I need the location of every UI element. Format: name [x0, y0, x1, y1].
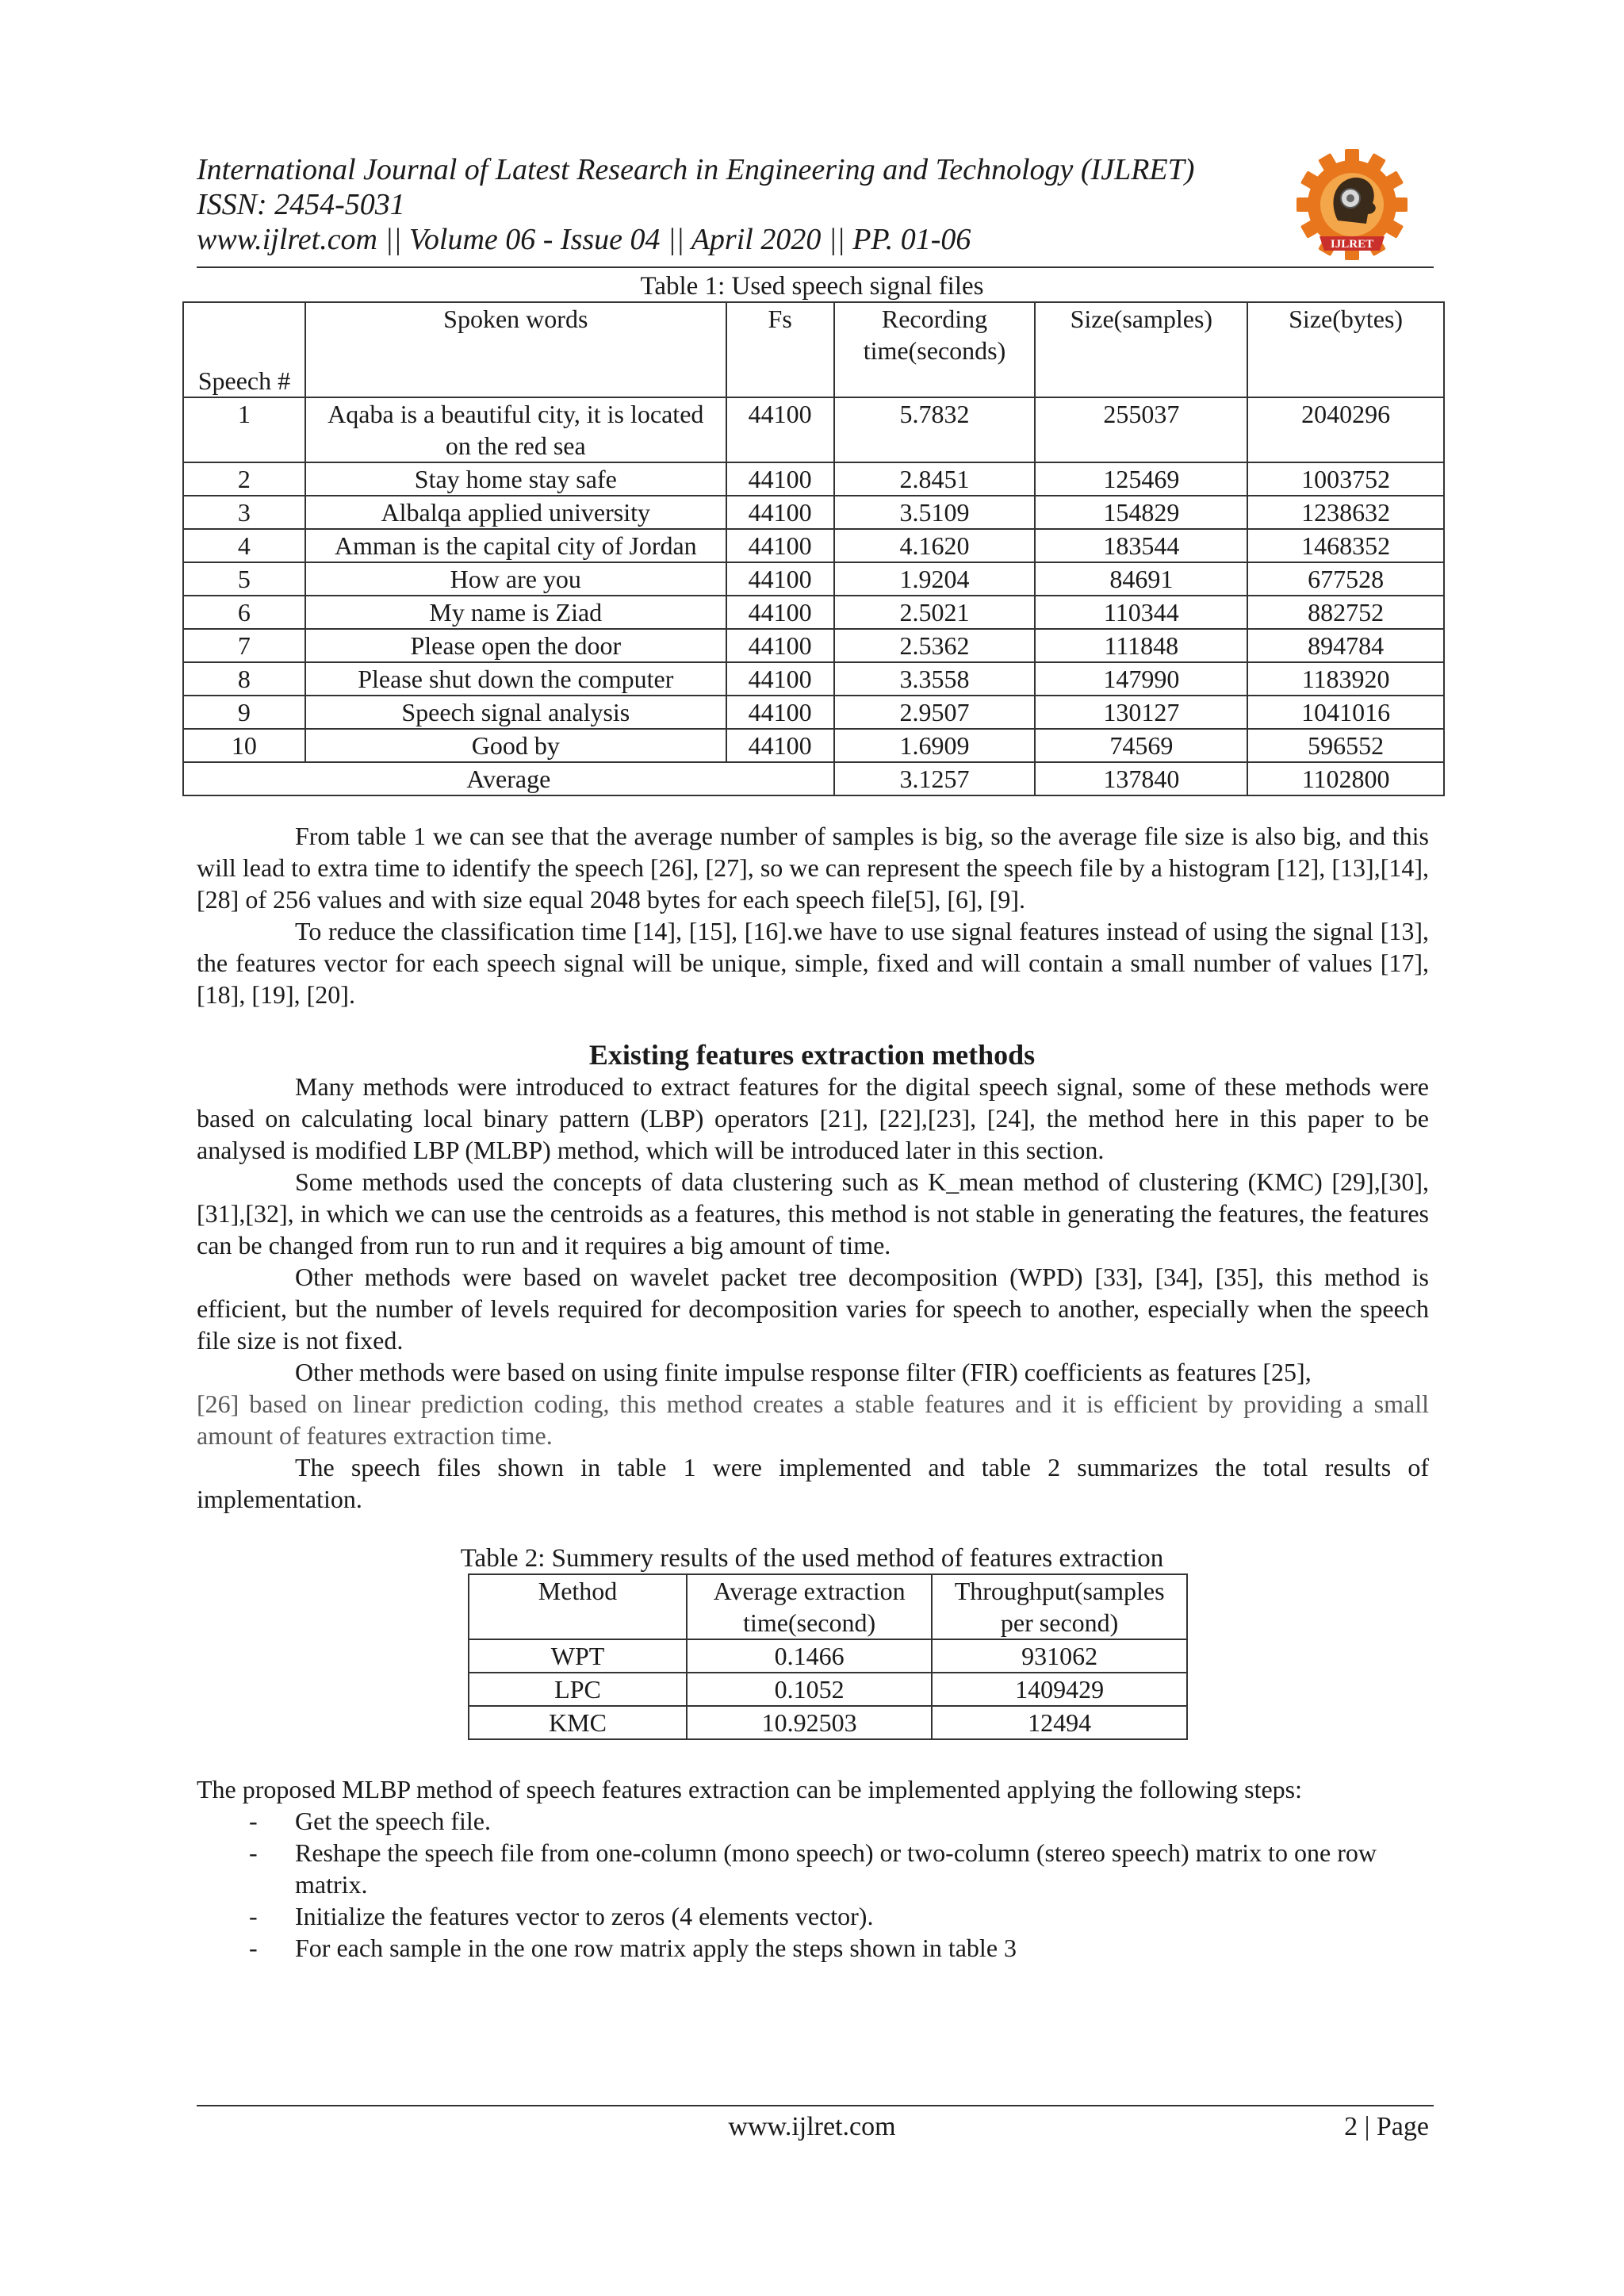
table-cell: 9	[183, 696, 305, 729]
paragraph: Many methods were introduced to extract features for the digital speech signal, some of these methods were based on calculating local binary pattern (LBP) operators [21], [22],[23], [24], the method here in this paper to be analysed is modified LBP (MLBP) method, which will be introduced later in this section.	[197, 1072, 1429, 1164]
list-item	[197, 1837, 1418, 1900]
page-number: 2 | Page	[1344, 2112, 1429, 2141]
table2-header-time: Average extraction time(second)	[687, 1574, 932, 1639]
table-cell: 44100	[726, 529, 834, 562]
table-cell: 44100	[726, 662, 834, 696]
table-cell: 2.9507	[834, 696, 1036, 729]
table-cell: 3.5109	[834, 496, 1036, 529]
table-row	[183, 562, 1444, 596]
table-cell: 2.8451	[834, 462, 1036, 496]
list-item-text: For each sample in the one row matrix apply the steps shown in table 3	[295, 1934, 1017, 1962]
steps-list	[197, 1805, 1418, 1964]
table1-caption: Table 1: Used speech signal files	[640, 272, 984, 301]
list-item-text: Initialize the features vector to zeros (4 elements vector).	[295, 1902, 874, 1930]
table1-header-samples: Size(samples)	[1035, 302, 1247, 397]
table-cell: 931062	[932, 1639, 1187, 1673]
table-cell: Stay home stay safe	[305, 462, 726, 496]
table-cell: 3	[183, 496, 305, 529]
table-cell: My name is Ziad	[305, 596, 726, 629]
table-row	[183, 629, 1444, 662]
table-cell: 4	[183, 529, 305, 562]
table-row	[183, 729, 1444, 762]
table-cell: 154829	[1035, 496, 1247, 529]
table-cell: 0.1052	[687, 1673, 932, 1706]
table1-average-row	[183, 762, 1444, 795]
table-cell: 2	[183, 462, 305, 496]
table-cell: 183544	[1035, 529, 1247, 562]
table-cell: WPT	[469, 1639, 687, 1673]
paragraph: Other methods were based on wavelet packet tree decomposition (WPD) [33], [34], [35], this method is efficient, but the number of levels required for decomposition varies for speech to another, especially when the speech file size is not fixed.	[197, 1263, 1429, 1355]
table-cell: 1003752	[1247, 462, 1444, 496]
table-cell: 1183920	[1247, 662, 1444, 696]
table-cell: Please open the door	[305, 629, 726, 662]
table-row	[183, 496, 1444, 529]
table-cell: 1468352	[1247, 529, 1444, 562]
table-cell: Please shut down the computer	[305, 662, 726, 696]
table-cell: 84691	[1035, 562, 1247, 596]
table-cell: 125469	[1035, 462, 1247, 496]
table-cell: 6	[183, 596, 305, 629]
table2-caption: Table 2: Summery results of the used method of features extraction	[460, 1544, 1164, 1573]
footer-url: www.ijlret.com	[728, 2112, 896, 2141]
table-cell: Aqaba is a beautiful city, it is located on the red sea	[305, 397, 726, 462]
list-bullet: -	[249, 1902, 258, 1930]
table-cell: 10.92503	[687, 1706, 932, 1739]
journal-issn: ISSN: 2454-5031	[197, 188, 405, 221]
table-row	[469, 1706, 1187, 1739]
table-cell: 894784	[1247, 629, 1444, 662]
list-bullet: -	[249, 1934, 258, 1962]
table1-header-words: Spoken words	[305, 302, 726, 397]
header-rule	[197, 266, 1434, 268]
table-cell: 1102800	[1247, 762, 1444, 795]
table-row	[183, 397, 1444, 462]
table-cell: 74569	[1035, 729, 1247, 762]
list-item-text: Get the speech file.	[295, 1807, 491, 1835]
paragraph: Other methods were based on using finite impulse response filter (FIR) coefficients as features [25],	[295, 1358, 1312, 1386]
table-row	[183, 662, 1444, 696]
table-cell: KMC	[469, 1706, 687, 1739]
intro-paragraphs	[197, 820, 1429, 1010]
table-cell: 3.3558	[834, 662, 1036, 696]
paragraph: To reduce the classification time [14], [15], [16].we have to use signal features instead of using the signal [13], the features vector for each speech signal will be unique, simple, fixed and will contain a small number of values [17], [18], [19], [20].	[197, 917, 1429, 1009]
table-cell: 44100	[726, 496, 834, 529]
table-cell: 1.6909	[834, 729, 1036, 762]
table-cell: 7	[183, 629, 305, 662]
table-cell: 0.1466	[687, 1639, 932, 1673]
table-cell: 137840	[1035, 762, 1247, 795]
table-cell: LPC	[469, 1673, 687, 1706]
list-item-text: Reshape the speech file from one-column (mono speech) or two-column (stereo speech) matrix to one row matrix.	[295, 1838, 1377, 1899]
table-row	[183, 462, 1444, 496]
paragraph: [26] based on linear prediction coding, this method creates a stable features and it is efficient by providing a small amount of features extraction time.	[197, 1389, 1429, 1450]
journal-title: International Journal of Latest Research in Engineering and Technology (IJLRET)	[197, 153, 1195, 186]
list-bullet: -	[249, 1807, 258, 1835]
table-cell: 2040296	[1247, 397, 1444, 462]
table-cell: 8	[183, 662, 305, 696]
table-cell: 5	[183, 562, 305, 596]
journal-header	[197, 152, 1194, 257]
table1-header-bytes: Size(bytes)	[1247, 302, 1444, 397]
table-row	[469, 1673, 1187, 1706]
table1	[182, 301, 1445, 796]
table-cell: 130127	[1035, 696, 1247, 729]
proposed-intro: The proposed MLBP method of speech features extraction can be implemented applying the following steps:	[197, 1775, 1302, 1803]
table-row	[183, 696, 1444, 729]
table-cell: 44100	[726, 397, 834, 462]
table-cell: 1	[183, 397, 305, 462]
table-cell: 2.5021	[834, 596, 1036, 629]
table2-header-throughput: Throughput(samples per second)	[932, 1574, 1187, 1639]
table-cell: 1238632	[1247, 496, 1444, 529]
ijlret-logo	[1278, 148, 1426, 266]
table-cell: 677528	[1247, 562, 1444, 596]
table-cell: 110344	[1035, 596, 1247, 629]
table-cell: Speech signal analysis	[305, 696, 726, 729]
table-cell: Good by	[305, 729, 726, 762]
table-cell: 1041016	[1247, 696, 1444, 729]
table-cell: 12494	[932, 1706, 1187, 1739]
table-cell: How are you	[305, 562, 726, 596]
list-item	[197, 1805, 1418, 1837]
table-cell: 44100	[726, 729, 834, 762]
footer-rule	[197, 2105, 1434, 2106]
journal-issue: www.ijlret.com || Volume 06 - Issue 04 || April 2020 || PP. 01-06	[197, 223, 971, 256]
paragraph: The speech files shown in table 1 were implemented and table 2 summarizes the total results of implementation.	[197, 1453, 1429, 1513]
table1-header-row	[183, 302, 1444, 397]
table1-header-time: Recording time(seconds)	[834, 302, 1036, 397]
table-cell: Average	[183, 762, 834, 795]
table-cell: Amman is the capital city of Jordan	[305, 529, 726, 562]
section-heading: Existing features extraction methods	[588, 1039, 1036, 1071]
table-cell: 44100	[726, 629, 834, 662]
table-cell: 3.1257	[834, 762, 1036, 795]
table-cell: 1409429	[932, 1673, 1187, 1706]
table-cell: 147990	[1035, 662, 1247, 696]
table-cell: 5.7832	[834, 397, 1036, 462]
table-cell: 596552	[1247, 729, 1444, 762]
table2-header-row	[469, 1574, 1187, 1639]
paragraph: From table 1 we can see that the average number of samples is big, so the average file size is also big, and this will lead to extra time to identify the speech [26], [27], so we can represent the speech file by a histogram [12], [13],[14], [28] of 256 values and with size equal 2048 bytes for each speech file[5], [6], [9].	[197, 822, 1429, 914]
table-cell: 4.1620	[834, 529, 1036, 562]
table-cell: 2.5362	[834, 629, 1036, 662]
table-row	[469, 1639, 1187, 1673]
table-cell: 44100	[726, 596, 834, 629]
table-cell: 44100	[726, 696, 834, 729]
table-cell: 44100	[726, 562, 834, 596]
table-row	[183, 529, 1444, 562]
table2-header-method: Method	[469, 1574, 687, 1639]
table-cell: 111848	[1035, 629, 1247, 662]
table-row	[183, 596, 1444, 629]
table-cell: Albalqa applied university	[305, 496, 726, 529]
table2	[468, 1573, 1188, 1740]
list-bullet: -	[249, 1838, 258, 1867]
logo-text: IJLRET	[1330, 238, 1374, 251]
section-paragraphs	[197, 1071, 1429, 1515]
list-item	[197, 1900, 1418, 1932]
list-item	[197, 1932, 1418, 1964]
table-cell: 1.9204	[834, 562, 1036, 596]
table-cell: 882752	[1247, 596, 1444, 629]
table-cell: 10	[183, 729, 305, 762]
table-cell: 255037	[1035, 397, 1247, 462]
paragraph: Some methods used the concepts of data clustering such as K_mean method of clustering (KMC) [29],[30],[31],[32], in which we can use the centroids as a features, this method is not stable in generating the features, the features can be changed from run to run and it requires a big amount of time.	[197, 1167, 1429, 1259]
table1-header-fs: Fs	[726, 302, 834, 397]
table-cell: 44100	[726, 462, 834, 496]
table1-header-speech: Speech #	[183, 302, 305, 397]
